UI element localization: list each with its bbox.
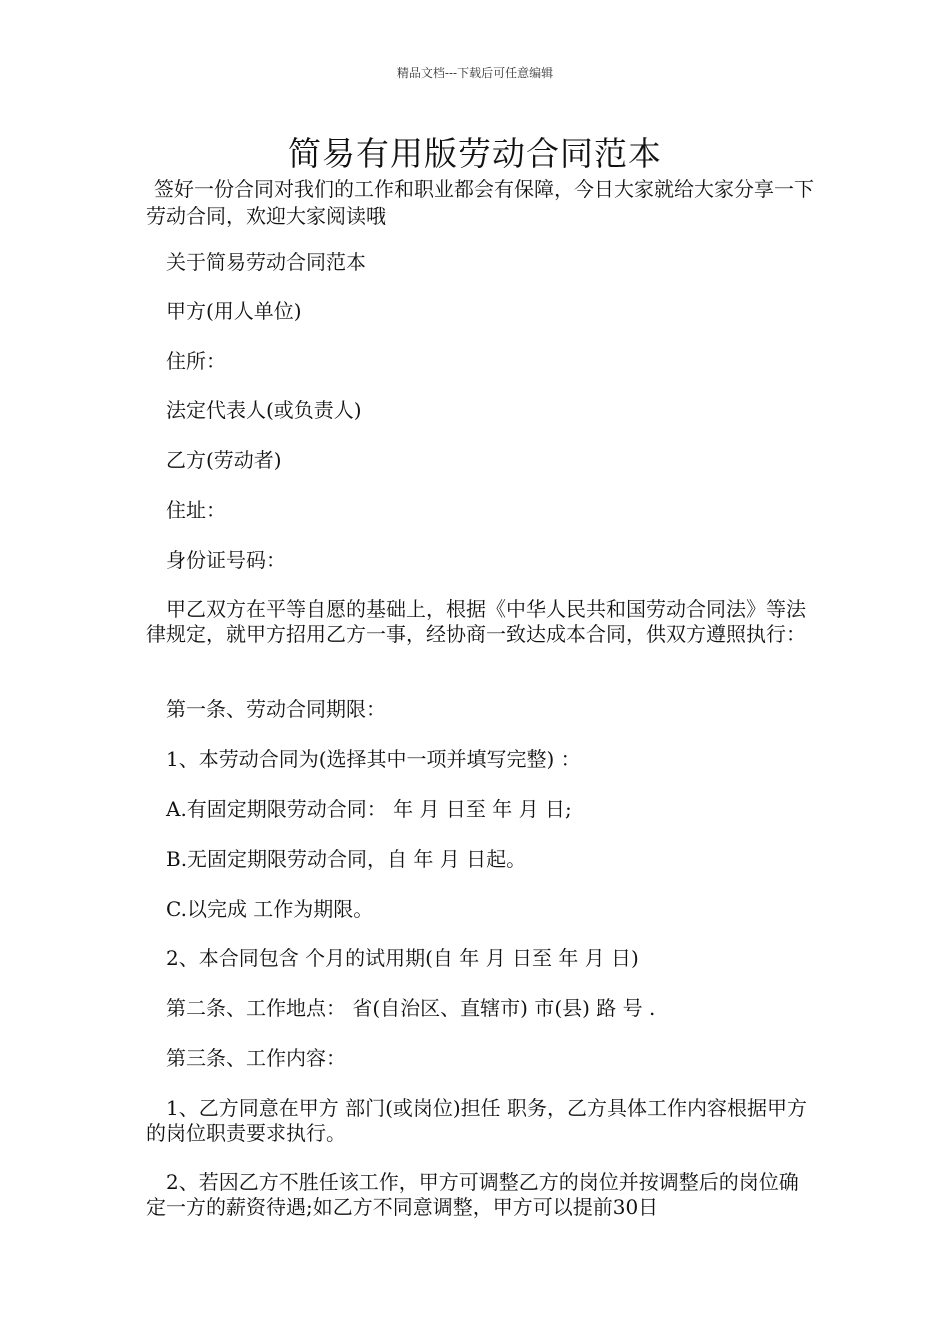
- paragraph-party-b: 乙方(劳动者): [166, 448, 282, 472]
- paragraph-id-number: 身份证号码：: [166, 548, 286, 572]
- paragraph-contract-type: 1、本劳动合同为(选择其中一项并填写完整) ：: [166, 747, 581, 771]
- paragraph-legal-rep: 法定代表人(或负责人): [166, 398, 362, 422]
- paragraph-address: 住址：: [166, 498, 226, 522]
- paragraph-option-a: A.有固定期限劳动合同： 年 月 日至 年 月 日;: [166, 797, 572, 821]
- paragraph-probation: 2、本合同包含 个月的试用期(自 年 月 日至 年 月 日): [166, 946, 639, 970]
- intro-paragraph: 签好一份合同对我们的工作和职业都会有保障，今日大家就给大家分享一下劳动合同，欢迎大家阅读哦: [146, 177, 814, 228]
- header-note: 精品文档---下载后可任意编辑: [396, 66, 554, 80]
- paragraph-article-1: 第一条、劳动合同期限：: [166, 697, 386, 721]
- document-title: 简易有用版劳动合同范本: [288, 134, 662, 173]
- paragraph-adjustment: 2、若因乙方不胜任该工作，甲方可调整乙方的岗位并按调整后的岗位确定一方的薪资待遇;如乙方不同意调整，甲方可以提前30日: [146, 1170, 799, 1219]
- paragraph-article-2: 第二条、工作地点： 省(自治区、直辖市) 市(县) 路 号 .: [166, 996, 656, 1020]
- paragraph-preamble: 甲乙双方在平等自愿的基础上，根据《中华人民共和国劳动合同法》等法律规定，就甲方招用乙方一事，经协商一致达成本合同，供双方遵照执行：: [146, 597, 806, 646]
- paragraph-option-c: C.以完成 工作为期限。: [166, 897, 374, 921]
- paragraph-about: 关于简易劳动合同范本: [166, 250, 366, 274]
- paragraph-duty: 1、乙方同意在甲方 部门(或岗位)担任 职务，乙方具体工作内容根据甲方的岗位职责要求执行。: [146, 1096, 808, 1145]
- paragraph-article-3: 第三条、工作内容：: [166, 1046, 346, 1070]
- paragraph-residence: 住所：: [166, 349, 226, 373]
- paragraph-option-b: B.无固定期限劳动合同，自 年 月 日起。: [166, 847, 527, 871]
- paragraph-party-a: 甲方(用人单位): [166, 299, 302, 323]
